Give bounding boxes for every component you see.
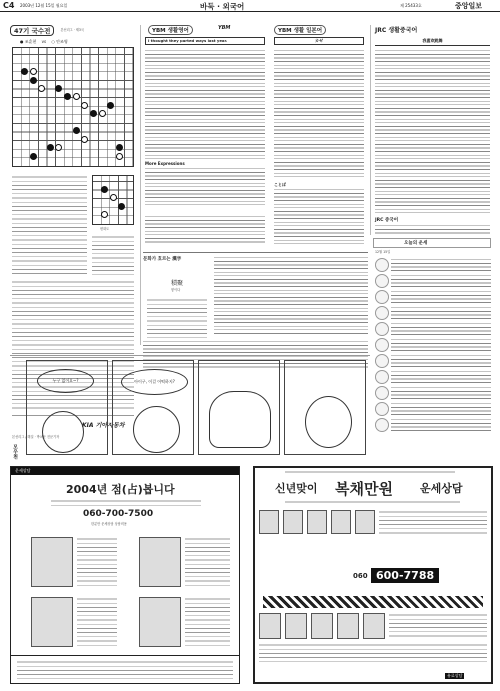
white-stone-icon: ○ xyxy=(51,39,55,44)
ybm-japanese-title: YBM 생활 일본어 xyxy=(274,25,326,35)
zodiac-rooster-icon xyxy=(375,402,389,416)
ad-right-phone-box[interactable] xyxy=(353,568,483,590)
ybm-japanese-body xyxy=(274,49,364,179)
ybm-japanese xyxy=(272,25,367,250)
speech-bubble-1: 누구 없어요~? xyxy=(37,369,94,393)
ybm-english-notes xyxy=(145,215,265,245)
ybm-english xyxy=(143,25,268,250)
counselor-photo-4 xyxy=(139,597,181,647)
horoscope xyxy=(373,238,493,448)
jrc-chinese-subhead: JRC 중국어 xyxy=(375,218,399,223)
ybm-english-title: YBM 생활영어 xyxy=(148,25,193,35)
baduk-title: 47기 국수전 xyxy=(10,25,54,36)
page-number: C4 xyxy=(3,1,15,10)
cartoon-panel-4 xyxy=(284,360,366,455)
cartoon-panel-3 xyxy=(198,360,280,455)
counselor-photo-1 xyxy=(31,537,73,587)
zodiac-rat-icon xyxy=(375,258,389,272)
ad-fortune-left xyxy=(10,466,240,684)
zodiac-horse-icon xyxy=(375,354,389,368)
ybm-japanese-subhead: ことば xyxy=(274,182,286,187)
zodiac-dragon-icon xyxy=(375,322,389,336)
ybm-japanese-lead: カゼ xyxy=(274,37,364,45)
ad-right-phone[interactable]: 600-7788 xyxy=(371,568,439,583)
ybm-english-subhead: More Expressions xyxy=(145,161,185,166)
baduk-text-b xyxy=(92,235,134,275)
ad-left-sub: 한분만 운세상담 상담비용 xyxy=(91,522,127,526)
ad-left-bottom xyxy=(11,655,239,684)
zodiac-dog-icon xyxy=(375,418,389,432)
counselor-info-2 xyxy=(185,537,230,587)
ad-right-photos-bottom xyxy=(259,613,487,673)
ad-right-headline: 복채만원 xyxy=(335,480,393,498)
ad-right-headline-tail: 운세상담 xyxy=(420,482,463,495)
ad-right-topbar xyxy=(255,468,491,476)
paper-name: 중앙일보 xyxy=(455,2,483,10)
counselor-photo-2 xyxy=(139,537,181,587)
ad-left-topbar: 운세상담 xyxy=(11,467,239,475)
jrc-chinese-footer xyxy=(375,224,490,234)
horoscope-header xyxy=(373,238,491,248)
ybm-japanese-header xyxy=(272,25,367,35)
horoscope-date: 12월 15일 xyxy=(375,250,391,254)
go-board-main xyxy=(12,47,134,167)
ad-right-phone-prefix: 060 xyxy=(353,572,368,580)
zodiac-monkey-icon xyxy=(375,386,389,400)
variation-caption: 변화도 xyxy=(100,227,110,231)
ad-left-headline: 2004년 점(占)봅니다 xyxy=(66,483,175,496)
ad-fortune-right xyxy=(253,466,493,684)
hanja-reading: 쌓이다 xyxy=(171,288,181,292)
black-stone-icon: ● xyxy=(20,39,24,44)
black-player: 조훈현 xyxy=(24,39,37,44)
horoscope-list xyxy=(375,258,491,443)
ybm-english-lead: I thought they parted ways last year. xyxy=(145,37,265,45)
baduk-players: ● 조훈현 vs ○ 안조영 xyxy=(20,39,68,44)
ad-right-subline xyxy=(285,500,460,506)
ad-left-blurb xyxy=(51,499,201,507)
jrc-chinese xyxy=(373,25,493,235)
kia-logo: KIA 기아자동차 xyxy=(82,422,125,429)
jrc-chinese-lead: 我喜欢跳舞 xyxy=(375,37,490,46)
edition-number: 제 25433호 xyxy=(400,3,422,8)
ybm-english-header: YBM 생활영어 YBM xyxy=(143,25,268,35)
ybm-english-expressions xyxy=(145,167,265,207)
zodiac-rabbit-icon xyxy=(375,306,389,320)
ad-right-photos-top xyxy=(259,510,487,548)
counselor-info-4 xyxy=(185,597,230,647)
ad-right-pattern xyxy=(263,596,483,608)
baduk-byline: 본선리그 / 해설 · 박치문 전문기자 xyxy=(12,435,60,439)
speech-bubble-2: 아이구, 이걸 어떡하지? xyxy=(121,369,188,395)
counselor-info-3 xyxy=(77,597,117,647)
white-player: 안조영 xyxy=(56,39,68,44)
issue-date: 2003년 12월 15일 월요일 xyxy=(20,3,68,8)
jrc-chinese-body xyxy=(375,49,490,214)
cartoon-strip xyxy=(10,355,370,461)
zodiac-tiger-icon xyxy=(375,290,389,304)
hanja-article-top xyxy=(214,256,368,336)
jrc-chinese-header xyxy=(373,25,491,35)
section-title: 바둑 · 외국어 xyxy=(200,2,245,11)
zodiac-sheep-icon xyxy=(375,370,389,384)
ad-right-bottom-label: 유료상담 xyxy=(447,673,463,678)
jrc-chinese-title: JRC 생활중국어 xyxy=(375,27,418,34)
zodiac-snake-icon xyxy=(375,338,389,352)
hanja-gloss xyxy=(147,298,207,338)
cartoon-title: 모우천 xyxy=(12,444,18,459)
counselor-photo-3 xyxy=(31,597,73,647)
ad-left-phone[interactable]: 060-700-7500 xyxy=(83,509,154,519)
ad-right-tagline: 신년맞이 xyxy=(275,482,318,495)
hanja-title: 문화가 흐르는 漢字 xyxy=(143,257,182,262)
ybm-japanese-notes xyxy=(274,188,364,245)
cartoon-panel-2 xyxy=(112,360,194,455)
baduk-text-a xyxy=(12,175,87,275)
horoscope-title: 오늘의 운세 xyxy=(404,241,428,246)
page-header xyxy=(0,0,500,12)
zodiac-ox-icon xyxy=(375,274,389,288)
hanja-chars: 積聚 xyxy=(171,280,184,287)
go-board-variation xyxy=(92,175,134,225)
baduk-header: 47기 국수전 본선리그 · 제3국 xyxy=(10,25,135,35)
counselor-info-1 xyxy=(77,537,117,587)
ybm-english-body xyxy=(145,49,265,159)
cartoon-panel-1 xyxy=(26,360,108,455)
